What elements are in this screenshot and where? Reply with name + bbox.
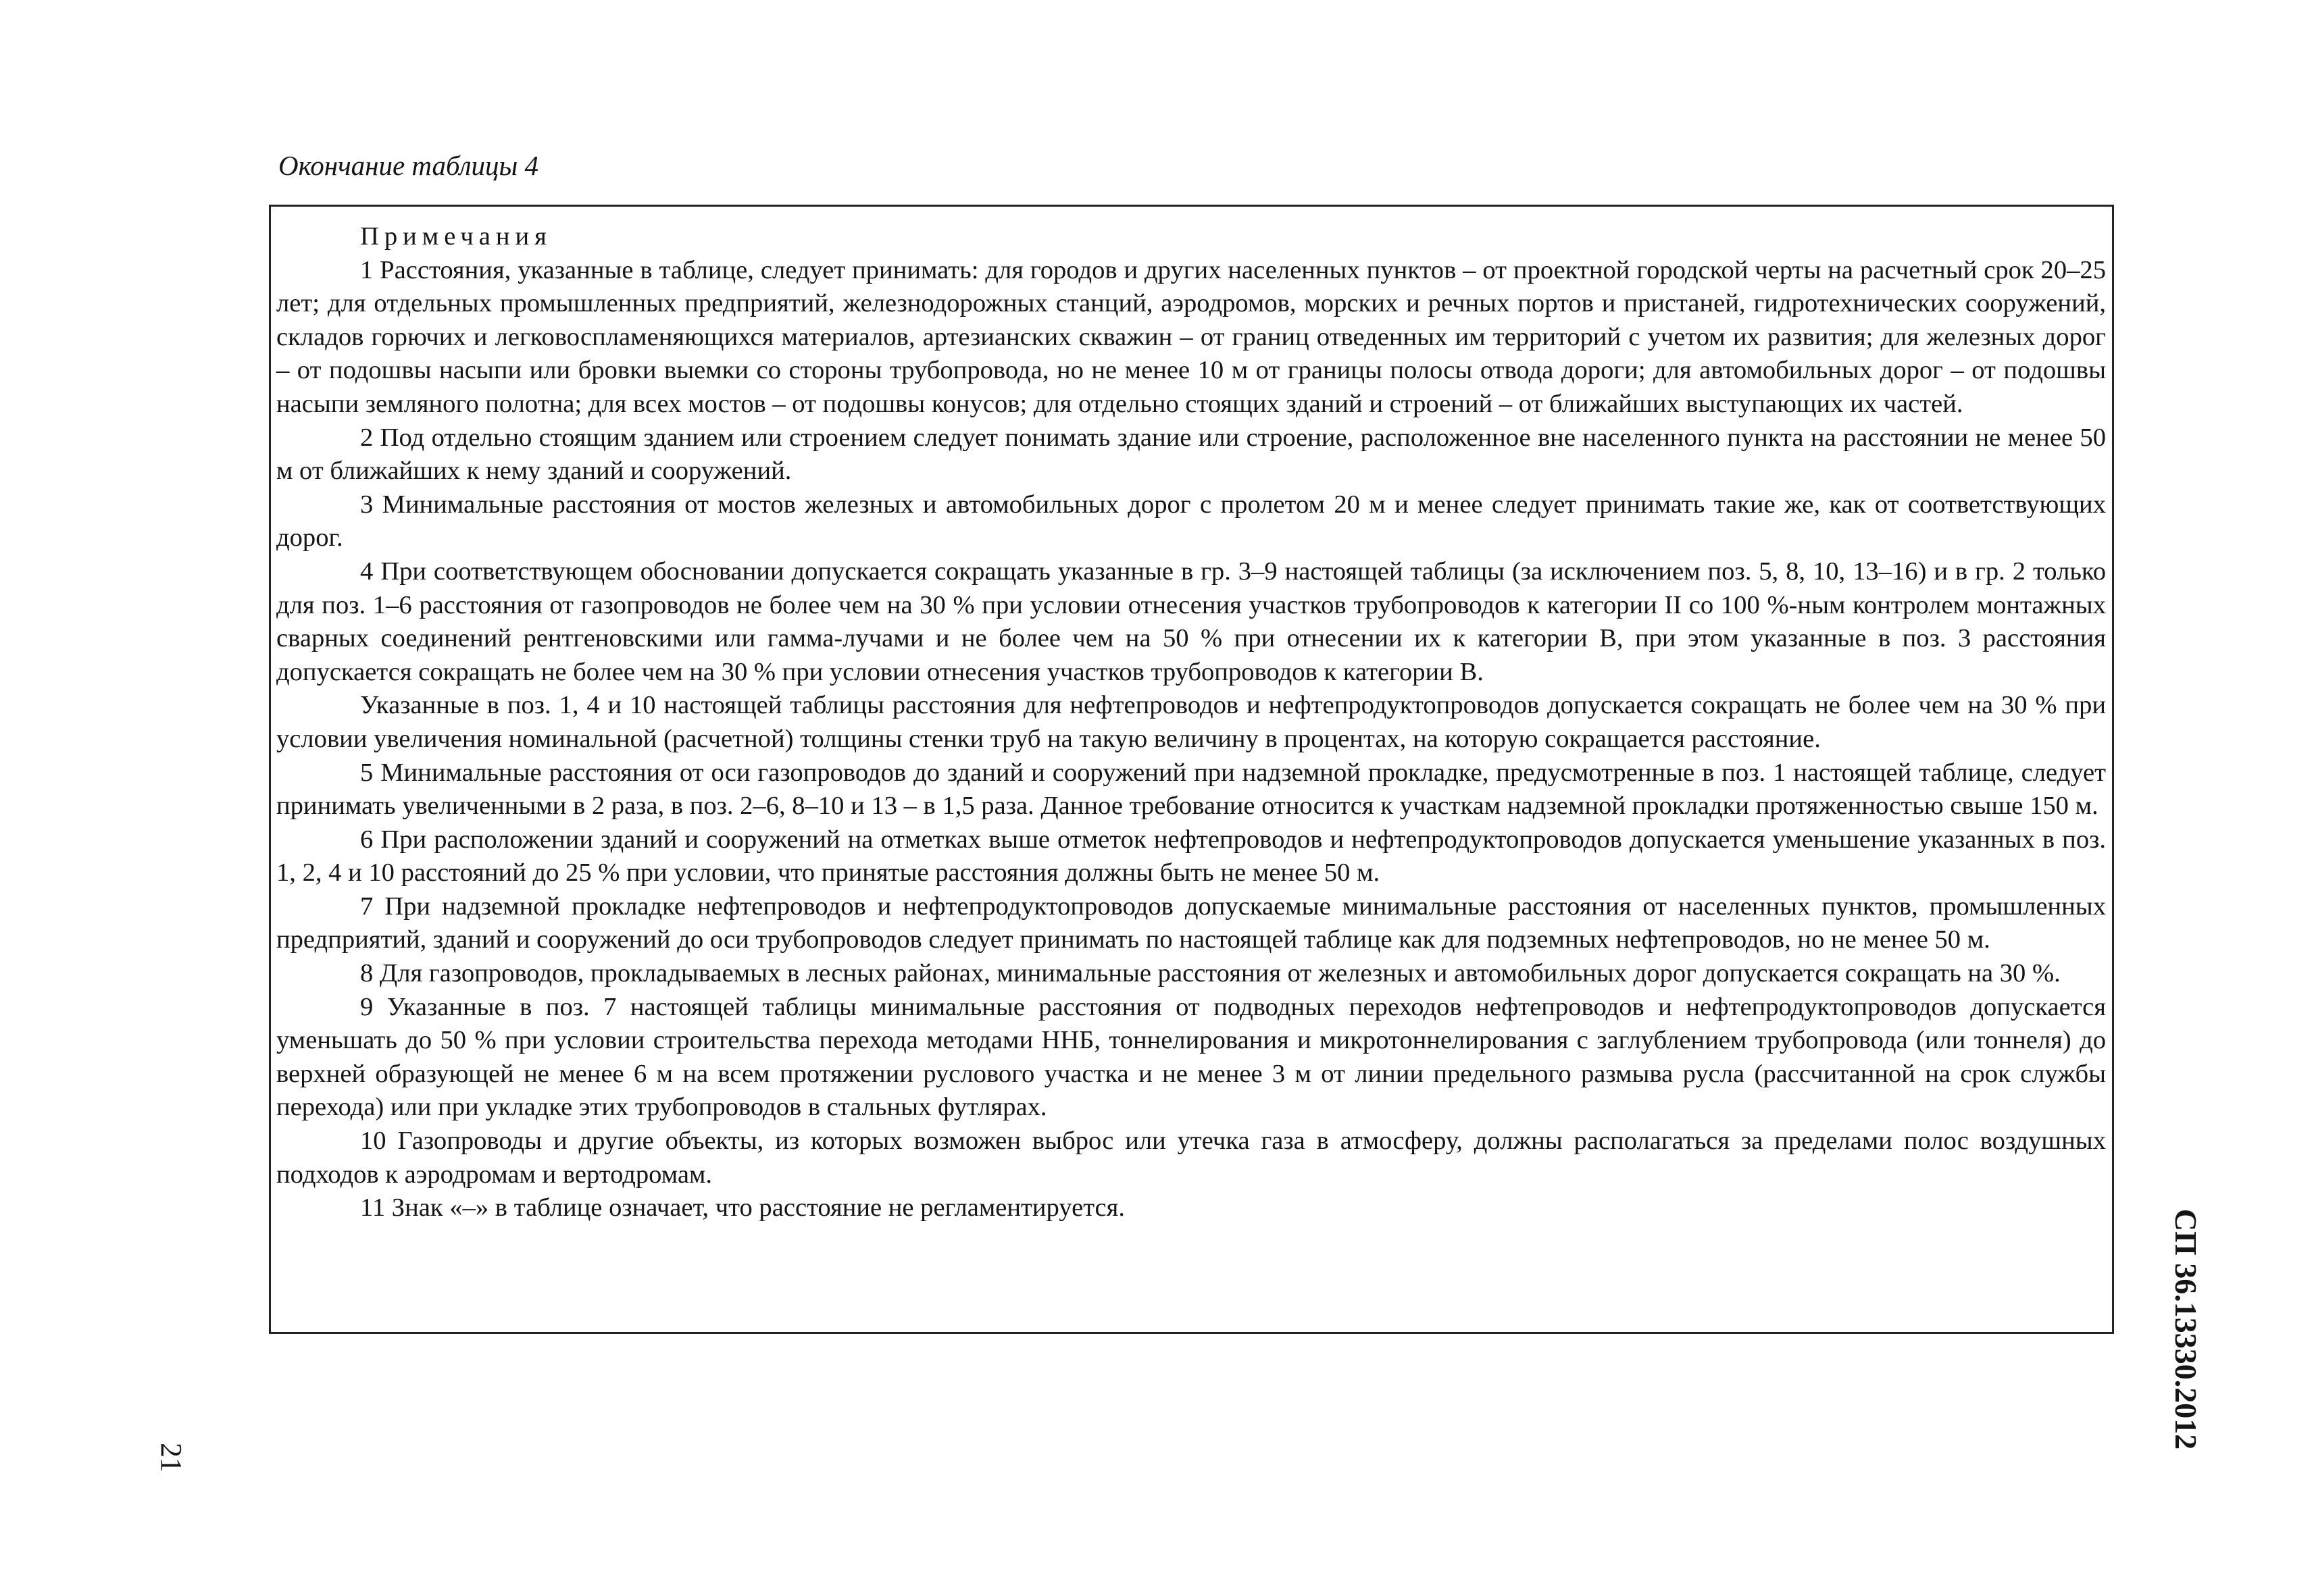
notes-heading: Примечания: [360, 222, 552, 251]
note-1: 1 Расстояния, указанные в таблице, следует принимать: для городов и других населенных пунктов – от проектной городской черты на расчетный срок 20–25 лет; для отдельных промышленных предприятий, железнодорожных станций, аэродромов, морских и речных портов и пристаней, гидротехнических сооружений, складов горючих и легковоспламеняющихся материалов, артезианских скважин – от границ отведенных им территорий с учетом их развития; для железных дорог – от подошвы насыпи или бровки выемки со стороны трубопровода, но не менее 10 м от границы полосы отвода дороги; для автомобильных дорог – от подошвы насыпи земляного полотна; для всех мостов – от подошвы конусов; для отдельно стоящих зданий и строений – от ближайших выступающих их частей.: [276, 255, 2106, 418]
page-number: 21: [155, 1443, 188, 1472]
note-3: 3 Минимальные расстояния от мостов железных и автомобильных дорог с пролетом 20 м и менее следует принимать такие же, как от соответствующих дорог.: [276, 490, 2106, 552]
note-7: 7 При надземной прокладке нефтепроводов и нефтепродуктопроводов допускаемые минимальные расстояния от населенных пунктов, промышленных предприятий, зданий и сооружений до оси трубопроводов следует принимать по настоящей таблице как для подземных нефтепроводов, но не менее 50 м.: [276, 892, 2106, 954]
note-9: 9 Указанные в поз. 7 настоящей таблицы минимальные расстояния от подводных переходов нефтепроводов и нефтепродуктопроводов допускается уменьшать до 50 % при условии строительства перехода методами ННБ, тоннелирования и микротоннелирования с заглублением трубопровода (или тоннеля) до верхней образующей не менее 6 м на всем протяжении руслового участка и не менее 3 м от линии предельного размыва русла (рассчитанной на срок службы перехода) или при укладке этих трубопроводов в стальных футлярах.: [276, 992, 2106, 1122]
note-11: 11 Знак «–» в таблице означает, что расстояние не регламентируется.: [360, 1193, 1126, 1222]
note-5: 5 Минимальные расстояния от оси газопроводов до зданий и сооружений при надземной прокладке, предусмотренные в поз. 1 настоящей таблице, следует принимать увеличенными в 2 раза, в поз. 2–6, 8–10 и 13 – в 1,5 раза. Данное требование относится к участкам надземной прокладки протяженностью свыше 150 м.: [276, 758, 2106, 821]
notes-box: [269, 205, 2114, 1334]
document-code: СП 36.13330.2012: [2169, 1208, 2203, 1450]
note-4: 4 При соответствующем обосновании допускается сокращать указанные в гр. 3–9 настоящей таблицы (за исключением поз. 5, 8, 10, 13–16) и в гр. 2 только для поз. 1–6 расстояния от газопроводов не более чем на 30 % при условии отнесения участков трубопроводов к категории II со 100 %-ным контролем монтажных сварных соединений рентгеновскими или гамма-лучами и не более чем на 50 % при отнесении их к категории В, при этом указанные в поз. 3 расстояния допускается сокращать не более чем на 30 % при условии отнесения участков трубопроводов к категории В.: [276, 557, 2106, 686]
note-10: 10 Газопроводы и другие объекты, из которых возможен выброс или утечка газа в атмосферу, должны располагаться за пределами полос воздушных подходов к аэродромам и вертодромам.: [276, 1127, 2106, 1189]
table-continuation-caption: Окончание таблицы 4: [278, 150, 539, 181]
note-2: 2 Под отдельно стоящим зданием или строением следует понимать здание или строение, расположенное вне населенного пункта на расстоянии не менее 50 м от ближайших к нему зданий и сооружений.: [276, 423, 2106, 486]
note-6: 6 При расположении зданий и сооружений на отметках выше отметок нефтепроводов и нефтепродуктопроводов допускается уменьшение указанных в поз. 1, 2, 4 и 10 расстояний до 25 % при условии, что принятые расстояния должны быть не менее 50 м.: [276, 825, 2106, 887]
notes-body: [276, 220, 2106, 1225]
note-4-continued: Указанные в поз. 1, 4 и 10 настоящей таблицы расстояния для нефтепроводов и нефтепродуктопроводов допускается сокращать не более чем на 30 % при условии увеличения номинальной (расчетной) толщины стенки труб на такую величину в процентах, на которую сокращается расстояние.: [276, 691, 2106, 753]
note-8: 8 Для газопроводов, прокладываемых в лесных районах, минимальные расстояния от железных и автомобильных дорог допускается сокращать на 30 %.: [360, 959, 2061, 988]
